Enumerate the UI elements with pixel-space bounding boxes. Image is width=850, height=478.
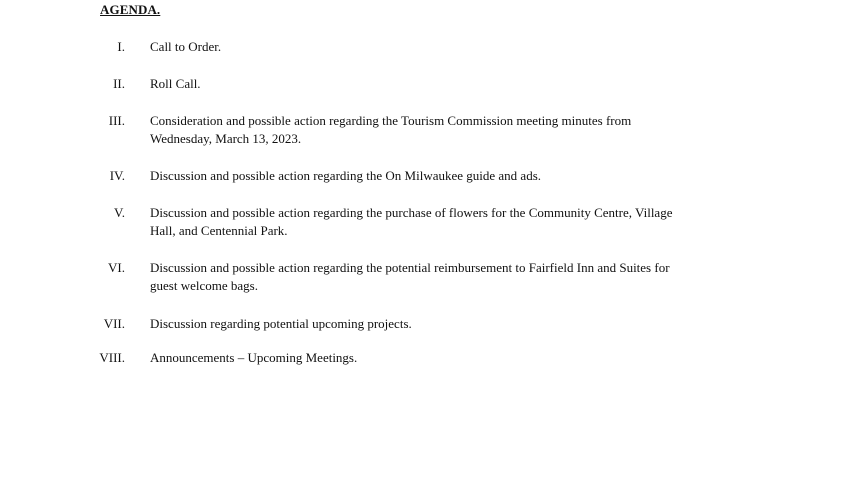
- item-text-line: Wednesday, March 13, 2023.: [150, 131, 302, 146]
- item-text: [150, 315, 720, 333]
- item-numeral: V.: [114, 205, 125, 220]
- item-text-line: Discussion regarding potential upcoming projects.: [150, 316, 412, 331]
- item-numeral: IV.: [109, 168, 125, 183]
- item-text-line: Announcements – Upcoming Meetings.: [150, 350, 358, 365]
- item-text-line: Roll Call.: [150, 76, 201, 91]
- item-text: [150, 75, 720, 93]
- item-numeral: VIII.: [99, 350, 125, 365]
- item-text: [150, 349, 720, 367]
- item-text-line: Discussion and possible action regarding the purchase of flowers for the Community Centre, Village: [150, 205, 673, 220]
- item-numeral: VI.: [108, 260, 125, 275]
- item-numeral: III.: [108, 113, 125, 128]
- item-text: [150, 167, 720, 185]
- item-text-line: Call to Order.: [150, 39, 222, 54]
- agenda-heading: AGENDA.: [100, 2, 161, 17]
- item-text: [150, 259, 720, 295]
- item-text-line: Hall, and Centennial Park.: [150, 223, 288, 238]
- item-text: [150, 38, 720, 56]
- item-text-line: Discussion and possible action regarding the potential reimbursement to Fairfield Inn and Suites for: [150, 260, 670, 275]
- item-text-line: guest welcome bags.: [150, 278, 258, 293]
- item-text-line: Consideration and possible action regarding the Tourism Commission meeting minutes from: [150, 113, 632, 128]
- item-text-line: Discussion and possible action regarding the On Milwaukee guide and ads.: [150, 168, 541, 183]
- item-numeral: I.: [117, 39, 125, 54]
- item-numeral: II.: [113, 76, 125, 91]
- item-text: [150, 112, 720, 148]
- item-text: [150, 204, 720, 240]
- item-numeral: VII.: [103, 316, 125, 331]
